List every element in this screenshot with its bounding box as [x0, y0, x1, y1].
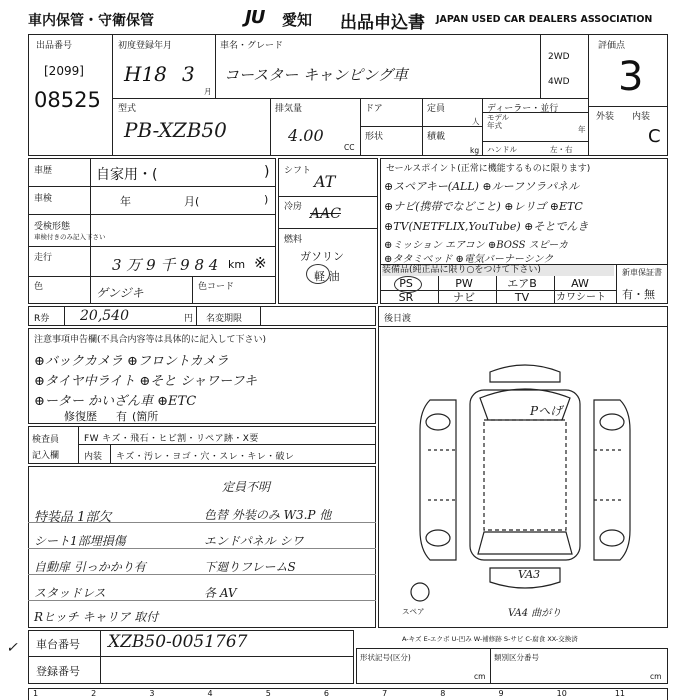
capacity-unit: 人 — [472, 117, 480, 126]
first-reg-year: H18 — [124, 62, 167, 86]
mileage-unit: km — [228, 258, 246, 271]
first-reg-label: 初度登録年月 — [118, 41, 173, 51]
recycle-label: R券 — [34, 314, 50, 324]
repair-label: 修復歴 — [64, 410, 97, 423]
bottom-strip-cell: 7 — [382, 689, 388, 698]
load-label: 積載 — [427, 132, 446, 142]
new-car-warranty-value: 有・無 — [622, 288, 655, 301]
selling-point-line-5: ⊕タタミベッド ⊕電気バーナーシンク — [384, 254, 554, 265]
fuel-value: ガソリン — [300, 250, 344, 263]
selling-point-line-2: ⊕ナビ(携帯でなどこと) ⊕レリゴ ⊕ETC — [384, 200, 583, 213]
selling-point-line-4: ⊕ミッション エアコン ⊕BOSS スピーカ — [384, 240, 569, 251]
free-note-left-2: シート1部埋損傷 — [34, 534, 126, 548]
lot-bracket-number: [2099] — [44, 64, 84, 78]
chassis-label: 車台番号 — [36, 638, 80, 651]
bottom-strip-cell: 1 — [33, 689, 39, 698]
inspector-row-2-label: 内装 — [84, 452, 103, 462]
model-name-value: コースター キャンピング車 — [224, 66, 408, 84]
free-note-left-5: Rヒッチ キャリア 取付 — [34, 610, 159, 624]
selling-points-label: セールスポイント(正常に機能するものに限ります) — [386, 164, 591, 174]
model-year-unit: 年 — [578, 125, 586, 134]
history-label: 車歴 — [34, 166, 53, 176]
free-note-left-4: スタッドレス — [34, 586, 106, 600]
history-close: ) — [264, 164, 270, 180]
diagram-spare-label: スペア — [402, 607, 425, 616]
bottom-strip-cell: 4 — [207, 689, 213, 698]
dealer-label: ディーラー・並行 — [487, 104, 559, 114]
equipment-label: 装備品(純正品に限り○をつけて下さい) — [382, 265, 614, 276]
inspection-year-unit: 年 — [120, 195, 131, 208]
grade-label: 評価点 — [598, 41, 626, 51]
equipment-pw: PW — [455, 277, 473, 290]
aircon-label: 冷房 — [284, 202, 303, 212]
bottom-strip-cell: 8 — [440, 689, 446, 698]
first-reg-month-unit: 月 — [204, 87, 212, 96]
model-code-label: 型式 — [118, 104, 137, 114]
free-note-right-4: 各 AV — [204, 586, 237, 600]
shift-label: シフト — [284, 166, 312, 176]
equipment-tv: TV — [514, 291, 530, 304]
model-year-label: モデル 年式 — [487, 113, 510, 130]
color-label: 色 — [34, 282, 44, 292]
free-note-left-1: 特装品 1部欠 — [34, 510, 112, 525]
inspector-label-2: 記入欄 — [32, 451, 60, 461]
first-reg-month: 3 — [182, 62, 195, 86]
doors-label: ドア — [365, 104, 383, 114]
association-name: JAPAN USED CAR DEALERS ASSOCIATION — [436, 14, 653, 25]
drive-2wd: 2WD — [548, 52, 570, 62]
history-value: 自家用・( — [96, 167, 158, 183]
bottom-strip-cell: 5 — [265, 689, 271, 698]
free-note-left-3: 自動扉 引っかかり有 — [34, 560, 146, 574]
free-note-right-3: 下廻りフレームS — [204, 560, 296, 574]
diagram-note-top: Pへげ — [530, 404, 563, 418]
inspector-row-2: キズ・汚レ・ヨゴ・穴・スレ・キレ・破レ — [116, 452, 295, 462]
grade-value: 3 — [618, 54, 644, 100]
notes-label: 注意事項申告欄(不具合内容等は具体的に記入して下さい) — [34, 335, 267, 345]
name-change-label: 名変期限 — [206, 314, 243, 324]
new-car-warranty-label: 新車保証書 — [622, 268, 662, 277]
drive-4wd: 4WD — [548, 77, 570, 87]
displacement-value: 4.00 — [288, 126, 324, 145]
bottom-unit-2: cm — [650, 672, 662, 681]
bottom-strip-cell: 6 — [323, 689, 329, 698]
repair-place: (箇所 — [132, 410, 159, 423]
notes-line-2: ⊕タイヤ中ライト ⊕そと シャワーフキ — [34, 374, 257, 389]
form-title: 出品申込書 — [340, 13, 425, 33]
receipt-label: 受検形態 — [34, 222, 71, 232]
bottom-strip — [28, 688, 668, 700]
inspection-close: ) — [264, 193, 269, 206]
model-name-label: 車名・グレード — [220, 41, 284, 51]
free-note-right-2: エンドパネル シワ — [204, 534, 304, 548]
equipment-airbag: エアB — [507, 277, 537, 290]
registration-label: 登録番号 — [36, 665, 80, 678]
damage-legend: A-キズ E-エクボ U-凹み W-補修跡 S-サビ C-腐食 XX-交換済 — [402, 635, 578, 643]
lot-label: 出品番号 — [36, 41, 73, 51]
shift-value: AT — [314, 172, 336, 191]
inspector-row-1: FW キズ・飛石・ヒビ割・リペア跡・X要 — [84, 434, 259, 444]
chassis-value: XZB50-0051767 — [108, 632, 248, 652]
bottom-strip-cell: 3 — [149, 689, 155, 698]
mileage-value: 3 万 9 千 9 8 4 — [112, 256, 219, 274]
margin-check-mark: ✓ — [6, 640, 18, 656]
lot-number: 08525 — [34, 88, 101, 112]
notes-line-3: ⊕ーター かいざん車 ⊕ETC — [34, 394, 197, 409]
diagram-note-rear: VA3 — [518, 568, 541, 581]
repair-value: 有 — [116, 410, 127, 423]
load-unit: kg — [470, 146, 480, 155]
capacity-label: 定員 — [427, 104, 446, 114]
color-value: ゲンジキ — [96, 286, 144, 300]
shape-code-label: 形状記号(区分) — [360, 653, 411, 662]
handle-label: ハンドル — [487, 145, 517, 154]
bottom-strip-cell: 11 — [614, 689, 625, 698]
color-code-label: 色コード — [198, 282, 235, 292]
ju-logo: JU — [245, 7, 265, 28]
receipt-note: 車検付きのみ記入下さい — [34, 233, 106, 241]
equipment-sr: SR — [398, 291, 414, 304]
class-number-label: 類別区分番号 — [494, 653, 539, 662]
fuel-option: 軽 油 — [314, 270, 340, 283]
free-note-right-1: 色替 外装のみ W3.P 他 — [204, 508, 332, 522]
diagram-note-bottom: VA4 曲がり — [508, 608, 562, 619]
equipment-ps-circle — [394, 276, 422, 293]
displacement-label: 排気量 — [275, 104, 303, 114]
equipment-ps: PS — [399, 277, 413, 290]
bottom-strip-cell: 2 — [91, 689, 97, 698]
displacement-unit: CC — [344, 143, 355, 152]
interior-label: 内装 — [632, 112, 651, 122]
fuel-circle — [306, 264, 330, 284]
post-delivery-label: 後日渡 — [384, 314, 412, 324]
inspection-label: 車検 — [34, 194, 53, 204]
inspection-month-unit: 月( — [184, 195, 200, 208]
selling-point-line-1: ⊕スペアキー(ALL) ⊕ルーフソラパネル — [384, 180, 580, 193]
notes-line-1: ⊕バックカメラ ⊕フロントカメラ — [34, 354, 229, 369]
bottom-unit-1: cm — [474, 672, 486, 681]
org-name: 愛知 — [282, 11, 313, 29]
aircon-value: AAC — [310, 206, 341, 222]
recycle-value: 20,540 — [80, 308, 129, 324]
fuel-label: 燃料 — [284, 235, 303, 245]
selling-point-line-3: ⊕TV(NETFLIX,YouTube) ⊕そとでんき — [384, 220, 589, 233]
bottom-strip-cell: 10 — [556, 689, 567, 698]
free-notes-header: 定員不明 — [222, 480, 271, 494]
equipment-aw: AW — [571, 277, 589, 290]
mileage-mark: ※ — [254, 254, 267, 272]
handle-options: 左・右 — [550, 145, 573, 154]
inspector-label-1: 検査員 — [32, 435, 60, 445]
exterior-label: 外装 — [596, 112, 615, 122]
model-code-value: PB-XZB50 — [124, 118, 227, 142]
interior-value: C — [648, 126, 661, 147]
shape-label: 形状 — [365, 132, 384, 142]
recycle-unit: 円 — [184, 314, 194, 324]
mileage-label: 走行 — [34, 253, 53, 263]
equipment-seat: カワシート — [556, 292, 606, 303]
equipment-navi: ナビ — [453, 291, 475, 304]
storage-label: 車内保管・守衛保管 — [28, 13, 154, 29]
bottom-strip-cell: 9 — [498, 689, 504, 698]
